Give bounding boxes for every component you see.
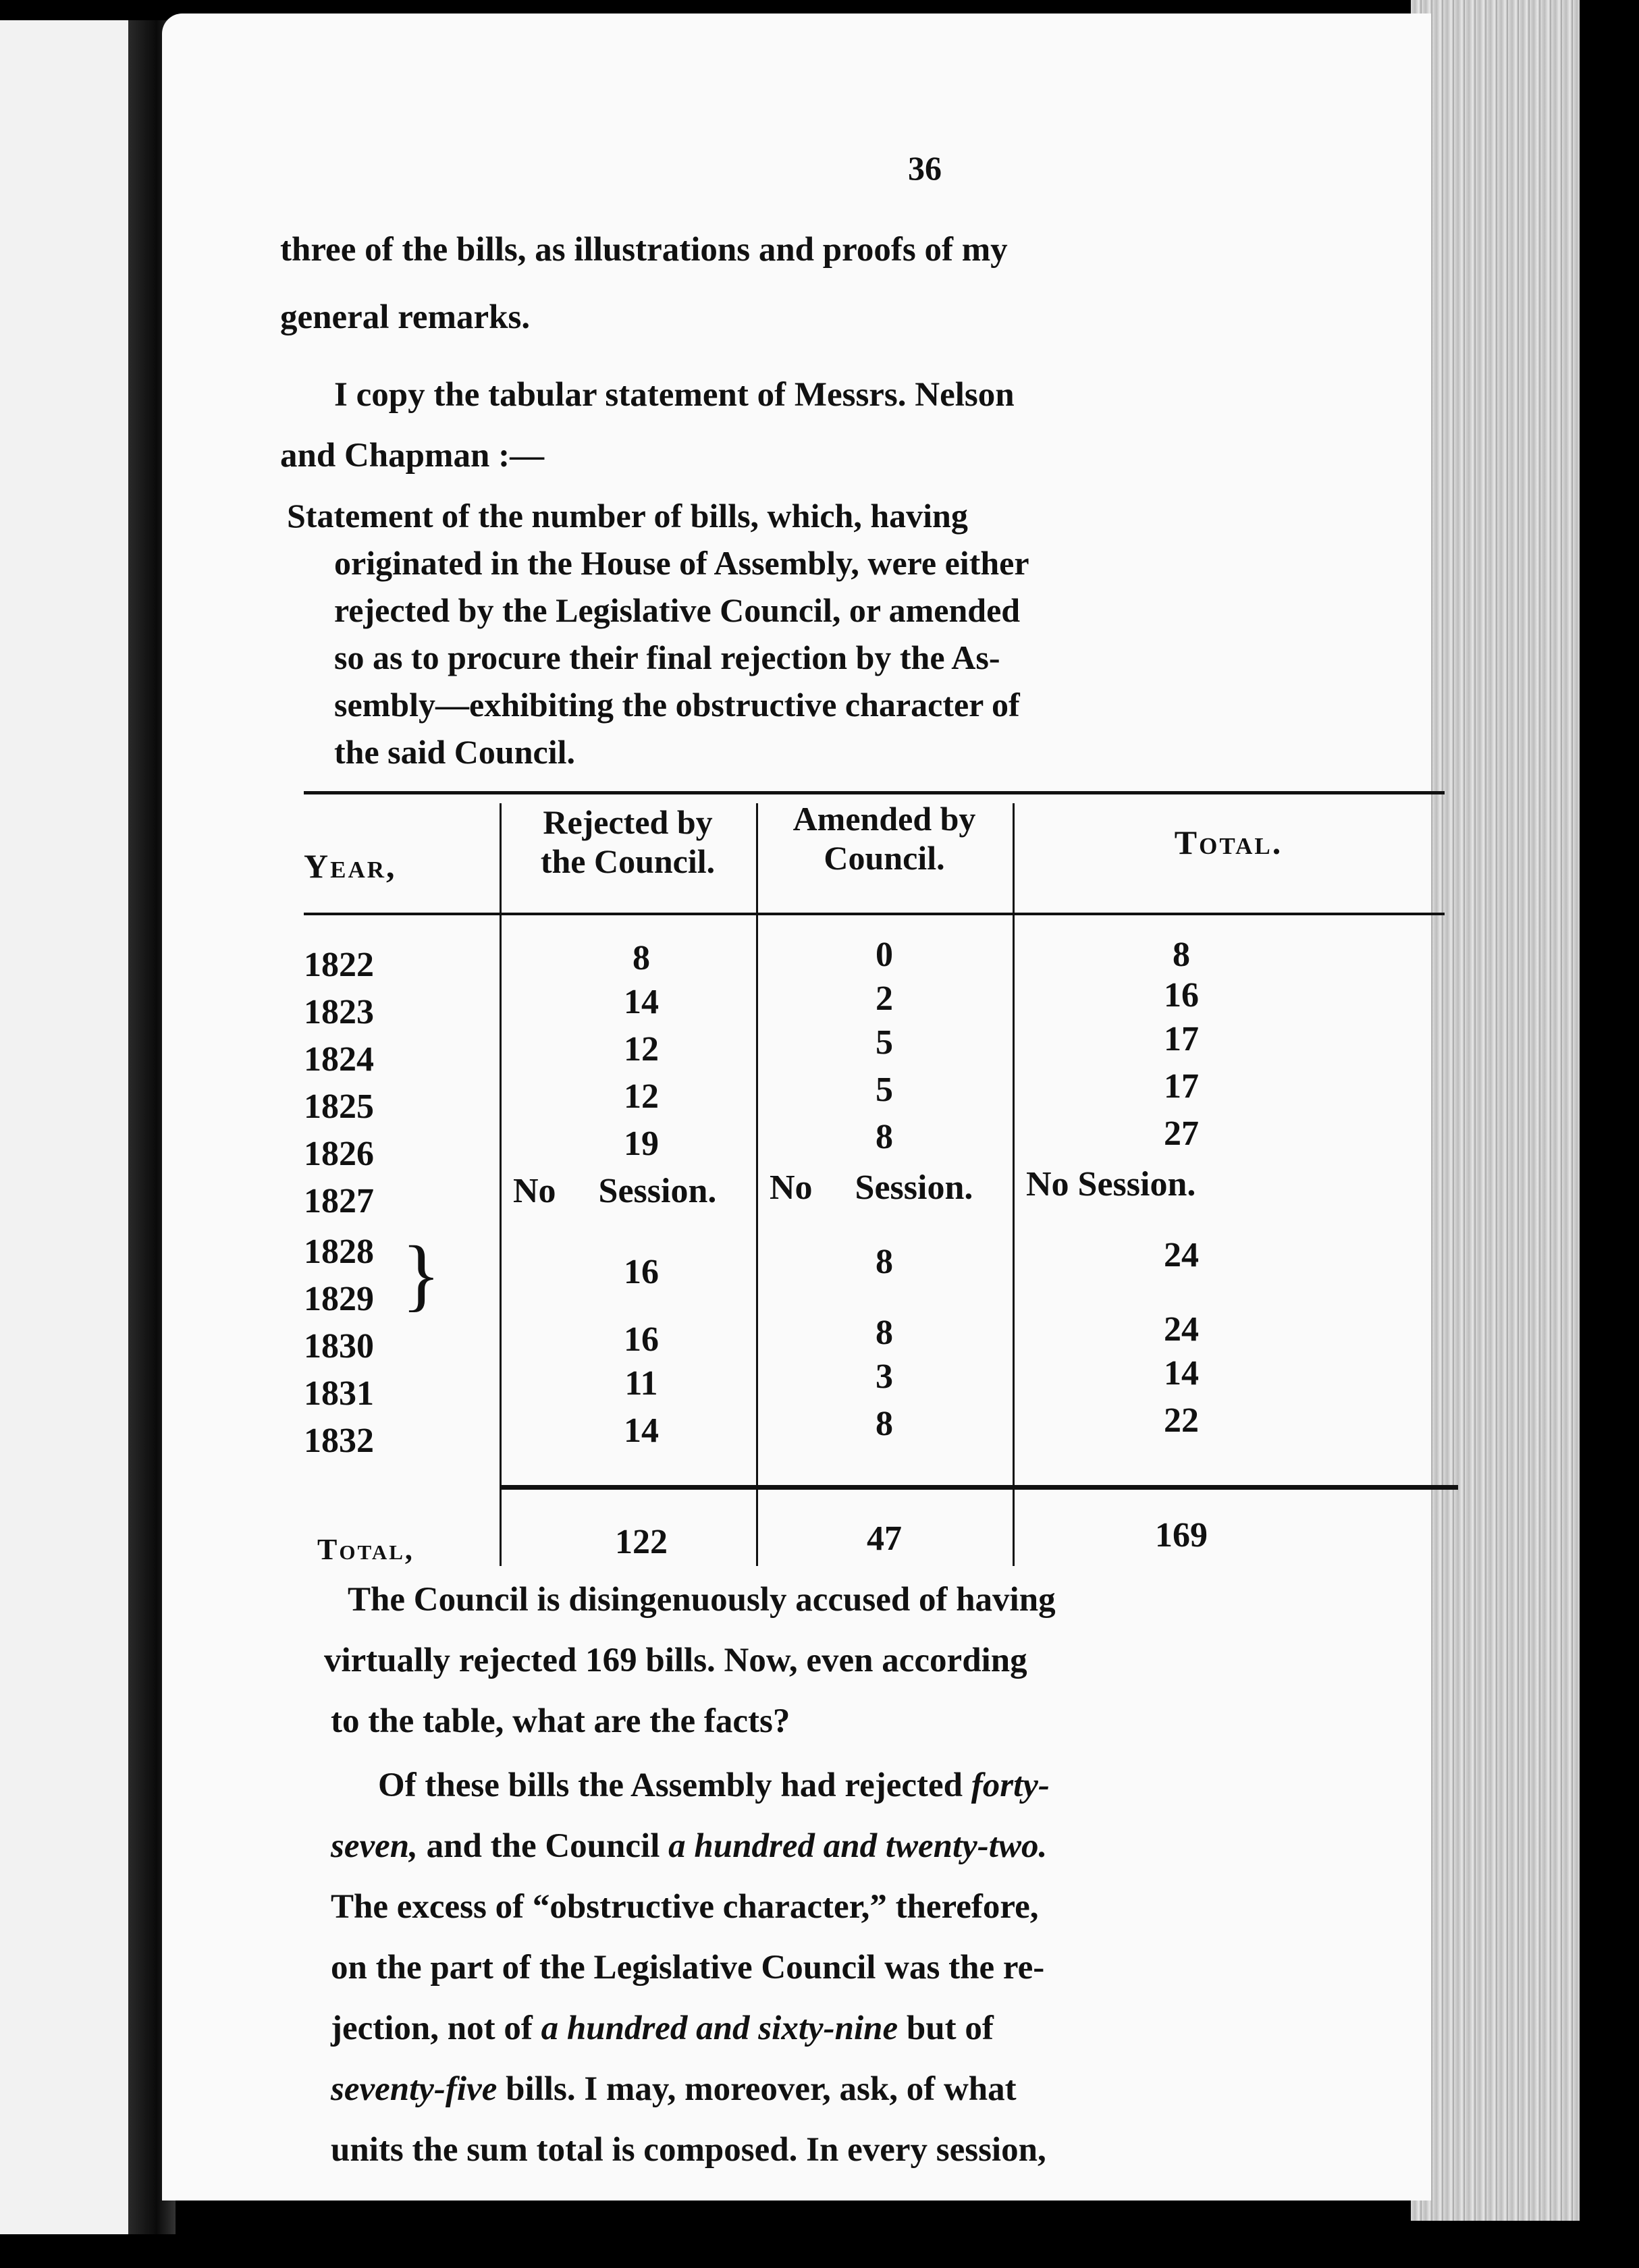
row-total: 14: [1164, 1354, 1199, 1393]
row-total: 17: [1164, 1020, 1199, 1058]
row-year: 1823: [304, 993, 374, 1031]
row-year: 1826: [304, 1135, 374, 1173]
table-body: [304, 936, 1451, 1460]
row-amended: 5: [876, 1023, 893, 1062]
body-italic: forty-: [971, 1766, 1050, 1804]
row-rejected: No Session.: [513, 1172, 717, 1210]
caption-line: the said Council.: [334, 733, 576, 771]
row-year: 1830: [304, 1327, 374, 1366]
row-rejected: 16: [624, 1320, 659, 1359]
row-amended: 5: [876, 1071, 893, 1109]
row-year: 1832: [304, 1422, 374, 1460]
body-line: [331, 1829, 1047, 1864]
row-year: 1822: [304, 946, 374, 984]
body-line: to the table, what are the facts?: [331, 1702, 790, 1740]
row-amended: 0: [876, 936, 893, 974]
row-total: 24: [1164, 1310, 1199, 1349]
brace-icon: }: [402, 1229, 441, 1319]
row-amended: 8: [876, 1243, 893, 1281]
body-text: jection, not of: [331, 2009, 533, 2047]
table-top-rule: [304, 791, 1445, 794]
caption-line: Statement of the number of bills, which, having: [287, 497, 968, 535]
row-total: 8: [1173, 936, 1190, 974]
body-line: The excess of “obstructive character,” therefore,: [331, 1888, 1039, 1926]
body-line: [378, 1766, 1050, 1804]
background-edge: [1580, 0, 1639, 2268]
row-rejected: 12: [624, 1077, 659, 1116]
table-caption: [287, 496, 1448, 786]
row-amended: 8: [876, 1405, 893, 1443]
header-total: Total.: [1174, 824, 1283, 861]
row-rejected: 11: [624, 1364, 658, 1403]
body-line: virtually rejected 169 bills. Now, even according: [324, 1642, 1027, 1679]
body-italic: seventy-five: [331, 2070, 498, 2108]
header-amended-line: Council.: [824, 838, 945, 877]
page-number: 36: [908, 149, 942, 187]
header-rule: [304, 913, 1445, 915]
row-rejected: 8: [633, 939, 650, 977]
header-rejected-line: Rejected by: [543, 803, 713, 841]
row-rejected: 19: [624, 1125, 659, 1163]
row-year: 1831: [304, 1374, 374, 1413]
caption-line: rejected by the Legislative Council, or amended: [334, 591, 1021, 629]
totals-label: Total,: [317, 1533, 414, 1566]
header-amended-line: Amended by: [792, 800, 976, 838]
row-rejected: 14: [624, 1411, 659, 1450]
row-total: 17: [1164, 1067, 1199, 1106]
caption-line: originated in the House of Assembly, were either: [334, 544, 1029, 582]
row-total: 16: [1164, 976, 1199, 1015]
row-year: 1825: [304, 1087, 374, 1126]
row-rejected: 12: [624, 1030, 659, 1069]
facing-page: [0, 20, 128, 2234]
caption-line: so as to procure their final rejection by the As-: [334, 639, 1000, 676]
row-year: 1824: [304, 1040, 374, 1079]
row-rejected: 16: [624, 1253, 659, 1291]
row-amended: 2: [876, 979, 893, 1018]
row-total: 22: [1164, 1401, 1199, 1440]
totals-rule: [500, 1485, 1458, 1490]
body-italic: a hundred and twenty-two.: [668, 1827, 1048, 1865]
intro-line: I copy the tabular statement of Messrs. Nelson: [334, 376, 1015, 414]
row-amended: 3: [876, 1357, 893, 1396]
body-paragraph: [324, 1581, 1478, 2190]
body-text: and the Council: [426, 1827, 660, 1865]
body-text: bills. I may, moreover, ask, of what: [506, 2070, 1017, 2108]
row-amended: No Session.: [770, 1168, 973, 1207]
row-total: 24: [1164, 1236, 1199, 1274]
body-italic: a hundred and sixty-nine: [541, 2009, 898, 2047]
row-year: 1828: [304, 1233, 374, 1271]
statement-table: [304, 783, 1451, 1593]
header-rejected-line: the Council.: [540, 842, 716, 880]
totals-total: 169: [1155, 1516, 1208, 1555]
body-line: on the part of the Legislative Council was the re-: [331, 1949, 1045, 1987]
body-line: [331, 2009, 994, 2047]
caption-line: sembly—exhibiting the obstructive character of: [334, 686, 1020, 724]
body-line: The Council is disingenuously accused of having: [348, 1581, 1056, 1619]
totals-amended: 47: [867, 1519, 902, 1558]
row-total: No Session.: [1026, 1165, 1196, 1204]
row-amended: 8: [876, 1118, 893, 1156]
header-rejected: [506, 803, 749, 881]
body-line: [331, 2072, 1017, 2107]
body-text: Of these bills the Assembly had rejected: [378, 1766, 963, 1804]
body-text: but of: [906, 2009, 994, 2047]
intro-line: general remarks.: [280, 298, 531, 336]
header-amended: [763, 800, 1006, 878]
row-amended: 8: [876, 1314, 893, 1352]
intro-paragraph: [280, 233, 1428, 496]
body-line: units the sum total is composed. In every session,: [331, 2131, 1046, 2169]
row-year: 1829: [304, 1280, 374, 1318]
intro-line: three of the bills, as illustrations and proofs of my: [280, 231, 1008, 269]
row-total: 27: [1164, 1114, 1199, 1153]
body-italic: seven,: [331, 1827, 418, 1865]
book-page: [162, 14, 1431, 2200]
row-year: 1827: [304, 1182, 374, 1220]
totals-rejected: 122: [615, 1523, 668, 1561]
header-year: Year,: [304, 847, 397, 885]
row-rejected: 14: [624, 983, 659, 1021]
intro-line: and Chapman :—: [280, 437, 545, 475]
